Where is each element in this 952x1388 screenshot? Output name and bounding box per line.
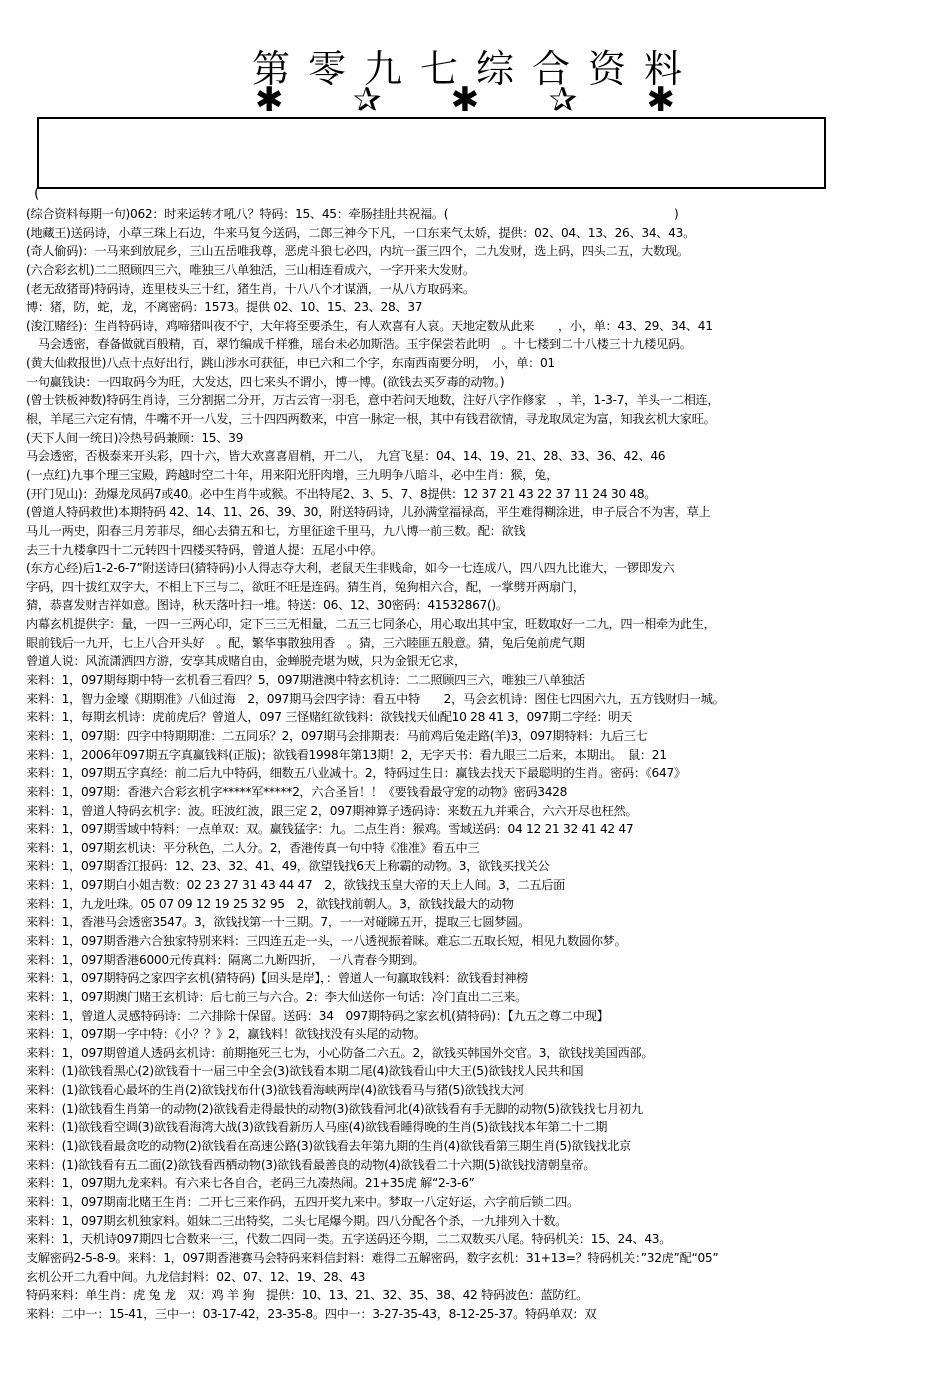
text-line: 来料：1，097期：香港六合彩玄机字*****军*****2，六合圣旨！！《要钱看最守宠的动物》密码3428 [26,784,568,799]
text-line: 来料：1，香港马会透密3547。3，欲钱找第一十三期。7，一一对碰睇五开，提取三七圆梦圆。 [26,915,530,930]
text-line: 特码来料：单生肖：虎 兔 龙 双：鸡 羊 狗 提供：10、13、21、32、35、38、42 特码波色：蓝防红。 [26,1288,589,1303]
text-line: 来料：1，九龙吐珠。05 07 09 12 19 25 32 95 2，欲钱找前朝人。3，欲钱找最大的动物 [26,896,514,911]
text-line: (东方心经)后1-2-6-7”附送诗曰(猜特码)小人得志夺大利，老鼠天生非贱命，如今一七连成八，四八四九比谁大，一锣即发六 [26,561,675,576]
text-line: 来料：1，曾道人灵感特码诗：二六排除十保留。送码：34 097期特码之家玄机(猜特码)：【九五之尊二中现】 [26,1008,609,1023]
text-line: 来料：1，097期玄机独家料。姐妹二三出特奖，二头七尾爆今期。四八分配各个杀，一九排列入十数。 [26,1213,567,1228]
text-line: (曾士铁板神数)特码生肖诗，三分割据二分开，万古云宵一羽毛，意中若问天地数，注好八字作修家 ，羊，1-3-7，羊头一二相连， [26,393,720,408]
text-line: (奇人偷码)：一马来到放屁乡，三山五岳唯我尊，恶虎斗狼七必四，内坑一蛋三四个，二九发财，选上码，四头二五，大数现。 [26,244,689,259]
text-line: 来料：1，2006年097期五字真赢钱料(正版)；欲钱看1998年第13期！2，无字天书：看九眼三二后来，本期出。 鼠：21 [26,747,667,762]
text-line: 来料：1，每期玄机诗：虎前虎后？曾道人，097 三怪赌红欲钱料：欲钱找天仙配10 28 41 3，097期二字经：明天 [26,710,633,725]
text-line: 眼前钱后一九开，七上八合开头好 。配，繁华事散独用香 。猜，三六睦匪五般意。猜，兔后兔前虎气期 [26,635,585,650]
text-line: 曾道人说：风流潇洒四方游，安享其成赌自由，金蝉脱壳堪为贼，只为金银无它求， [26,654,466,669]
text-line: 博：猪，防，蛇，龙，不离密码：1573。提供 02、10、15、23、28、37 [26,300,423,315]
asterisk-icon: ✱ [450,80,480,120]
text-line: 猜，恭喜发财吉祥如意。图诗，秋天落叶扫一堆。特送：06、12、30密码：41532867()。 [26,598,508,613]
asterisk-icon: ✱ [255,80,284,120]
text-line: (开门见山)：劲爆龙凤码7或40。必中生肖牛或猴。不出特尾2、3、5、7、8提供：12 37 21 43 22 37 11 24 30 48。 [26,486,657,501]
asterisk-icon: ✱ [646,80,675,120]
text-line: 来料：(1)欲钱看心最坏的生肖(2)欲钱找布什(3)欲钱看海峡两岸(4)欲钱看马与猪(5)欲钱找大河 [26,1083,524,1098]
text-line: 来料：1，097期香港六合独家特别来料：三四连五走一头，一八透视振着睐。难忘二五取长短，相见九数圆你梦。 [26,933,627,948]
star-row [255,80,675,120]
text-line: 来料：1，智力金壕《期期准》八仙过海 2，097期马会四字诗：看五中特 2，马会玄机诗：图住七四困六九，五方钱财归一城。 [26,691,725,706]
text-line: 来料：1，097期香港6000元传真料：隔离二九断四折， 一八青春今期到。 [26,952,425,967]
content-lines [26,205,948,1323]
page-title: 第零九七综合资料 [251,47,700,91]
text-line: 来料：1，097期玄机诀：平分秋色，二人分。2，香港传真一句中特《准准》看五中三 [26,840,480,855]
text-line: 来料：1，097期澳门赌王玄机诗：后七前三与六合。2：李大仙送你一句话：冷门直出二三来。 [26,989,527,1004]
text-line: 来料：1，097期五字真经：前二后九中特码，细数五八业减十。2，特码过生日：赢钱去找天下最聪明的生肖。密码：《647》 [26,766,686,781]
text-line: 来料：1，097期南北赌王生肖：二开七三来作码，五四开奖九来中。梦取一八定好运，六字前后锁二四。 [26,1194,579,1209]
blank-banner-box [37,117,826,189]
text-line: (一点红)九事个理三宝殿，跨越时空二十年，用来阳光肝肉增，三九明争八暗斗，必中生肖：猴，兔， [26,467,558,482]
text-line: 来料：1，097期特码之家四字玄机(猜特码)【回头是岸】，：曾道人一句赢取钱料：欲钱看封神榜 [26,971,529,986]
star-icon: ✰ [548,80,578,120]
text-line: (六合彩玄机)二二照顾四三六，唯独三八单独活，三山相连看成六，一字开来大发财。 [26,262,475,277]
text-line: 来料：1，097期一字中特：《小？？》2，赢钱料！欲钱找没有头尾的动物。 [26,1027,426,1042]
text-line: 来料：(1)欲钱看最贪吃的动物(2)欲钱看在高速公路(3)欲钱看去年第九期的生肖(4)欲钱看第三期生肖(5)欲钱找北京 [26,1139,631,1154]
text-line: (地藏王)送码诗，小草三珠上石边，牛来马复今送码，二郎三神今下凡，一口东来气太娇，提供：02、04、13、26、34、43。 [26,225,695,240]
text-line: 内幕玄机提供字：量，一四一三两心印，定下三三无相量，二五三七同条心，用心取出其中宝，旺数取好一二九，四一相牵为此生， [26,617,716,632]
text-line: 马会透密，春备做就百般精，百，翠竹编成千样雅，瑶台未必加斯浩。玉宇保尝若此明 。十七楼到二十八楼三十九楼见码。 [26,337,692,352]
text-line: 来料：(1)欲钱看生肖第一的动物(2)欲钱看走得最快的动物(3)欲钱看河北(4)欲钱看有手无脚的动物(5)欲钱找七月初九 [26,1101,643,1116]
text-line: 来料：1，097期雪域中特料：一点单双：双。赢钱猛字：九。二点生肖：猴鸡。雪域送码：04 12 21 32 41 42 47 [26,822,634,837]
text-line: 来料：1，天机诗097期四七合数来一三，代数二四同一类。五字送码还今期，二二双数买八尾。特码机关：15、24、43。 [26,1232,672,1247]
text-line: 来料：1，曾道人特码玄机字：波。旺波红波，跟三定 2，097期神算子透码诗：来数五九并乘合，六六开尽也枉然。 [26,803,638,818]
text-line: (浚江赌经)：生肖特码诗，鸡啼猪叫夜不宁，大年将至要杀生，有人欢喜有人哀。天地定数从此来 ，小，单：43、29、34、41 [26,318,713,333]
text-line: (曾道人特码救世)本期特码 42、14、11、26、39、30，附送特码诗，儿孙满堂福禄高，平生难得糊涂进，申子辰合不为害，草上 [26,505,711,520]
text-line: 来料：(1)欲钱看空调(3)欲钱看海湾大战(3)欲钱看新历人马座(4)欲钱看睡得晚的生肖(5)欲钱找本年第二十二期 [26,1120,608,1135]
text-line: 一句赢钱诀：一四取码今为旺，大发达，四七来头不谓小，博一博。(欲钱去买歹毒的动物。) [26,374,505,389]
text-line: 来料：二中一：15-41，三中一：03-17-42，23-35-8。四中一：3-27-35-43，8-12-25-37。特码单双：双 [26,1306,597,1321]
text-line: 来料：1，097期九龙来料。有六来七各自合，老码三九凑热闹。21+35虎 解“2-3-6” [26,1176,475,1191]
text-line: 来料：1，097期白小姐吉数：02 23 27 31 43 44 47 2，欲钱找玉皇大帝的天上人间。3，二五后面 [26,878,566,893]
text-line: 来料：1，097期香江报码：12、23、32、41、49，欲望钱找6天上称霸的动物。3，欲钱买找关公 [26,859,550,874]
text-line: (老无敌猪哥)特码诗，连里枝头三十红，猪生肖，十八八个才谋酒，一从八方取码来。 [26,281,475,296]
text-line: 根，羊尾三六定有情，牛嘴不开一八发，三十四四两数来，中宫一脉定一根，其中有钱君欲情，寻龙取凤定为富，知我玄机大家旺。 [26,412,716,427]
text-line: 去三十九楼拿四十二元转四十四楼买特码，曾道人提：五尾小中停。 [26,542,383,557]
open-parenthesis: ( [34,186,40,202]
text-line: 来料：(1)欲钱看黑心(2)欲钱看十一届三中全会(3)欲钱看本期二尾(4)欲钱看山中大王(5)欲钱找人民共和国 [26,1064,584,1079]
text-line: (综合资料每期一句)062：时来运转才吼八？特码：15、45：牵肠挂肚共祝福。( ) [26,207,679,221]
text-line: (天下人间一统日)冷热号码兼顾：15、39 [26,430,244,445]
text-line: 马会透密，否极泰来开头彩，四十六，皆大欢喜喜眉梢，开二八， 九宫飞星：04、14、19、21、28、33、36、42、46 [26,449,666,464]
text-line: 来料：1，097期每期中特一玄机看三看四？5，097期港澳中特玄机诗：二二照顾四三六，唯独三八单独活 [26,673,585,688]
text-line: 来料：(1)欲钱看有五二面(2)欲钱看西栖动物(3)欲钱看最善良的动物(4)欲钱看二十六期(5)欲钱找清朝皇帝。 [26,1157,596,1172]
text-line: 玄机公开二九看中间。九龙信封料：02、07、12、19、28、43 [26,1269,366,1284]
text-line: 来料：1，097期：四字中特期期准：二五同乐？2，097期马会排期表：马前鸡后兔走路(羊)3，097期特料：九后三七 [26,728,648,743]
text-line: 马儿一两史，阳春三月芳菲尽，细心去猜五和七，方里征途千里马，九八博一前三数。配：欲钱 [26,523,526,538]
text-line: 来料：1，097期曾道人透码玄机诗：前期拖死三七为，小心防备二六五。2，欲钱买韩国外交官。3，欲钱找美国西部。 [26,1045,654,1060]
text-line: 字码，四十拔红双字大，不相上下三与二，欲旺不旺是连码。猜生肖，兔狗相六合，配，一掌劈开两扇门， [26,579,585,594]
star-icon: ✰ [352,80,382,120]
text-line: (黄大仙救报世)八点十点好出行，跳山涉水可获征，申已六和二个字，东南西南要分明， 小，单：01 [26,356,555,371]
text-line: 支解密码2-5-8-9。来料：1，097期香港赛马会特码来料信封料：难得二五解密码，数字玄机：31+13=？特码机关：”32虎”配“05” [26,1250,719,1265]
